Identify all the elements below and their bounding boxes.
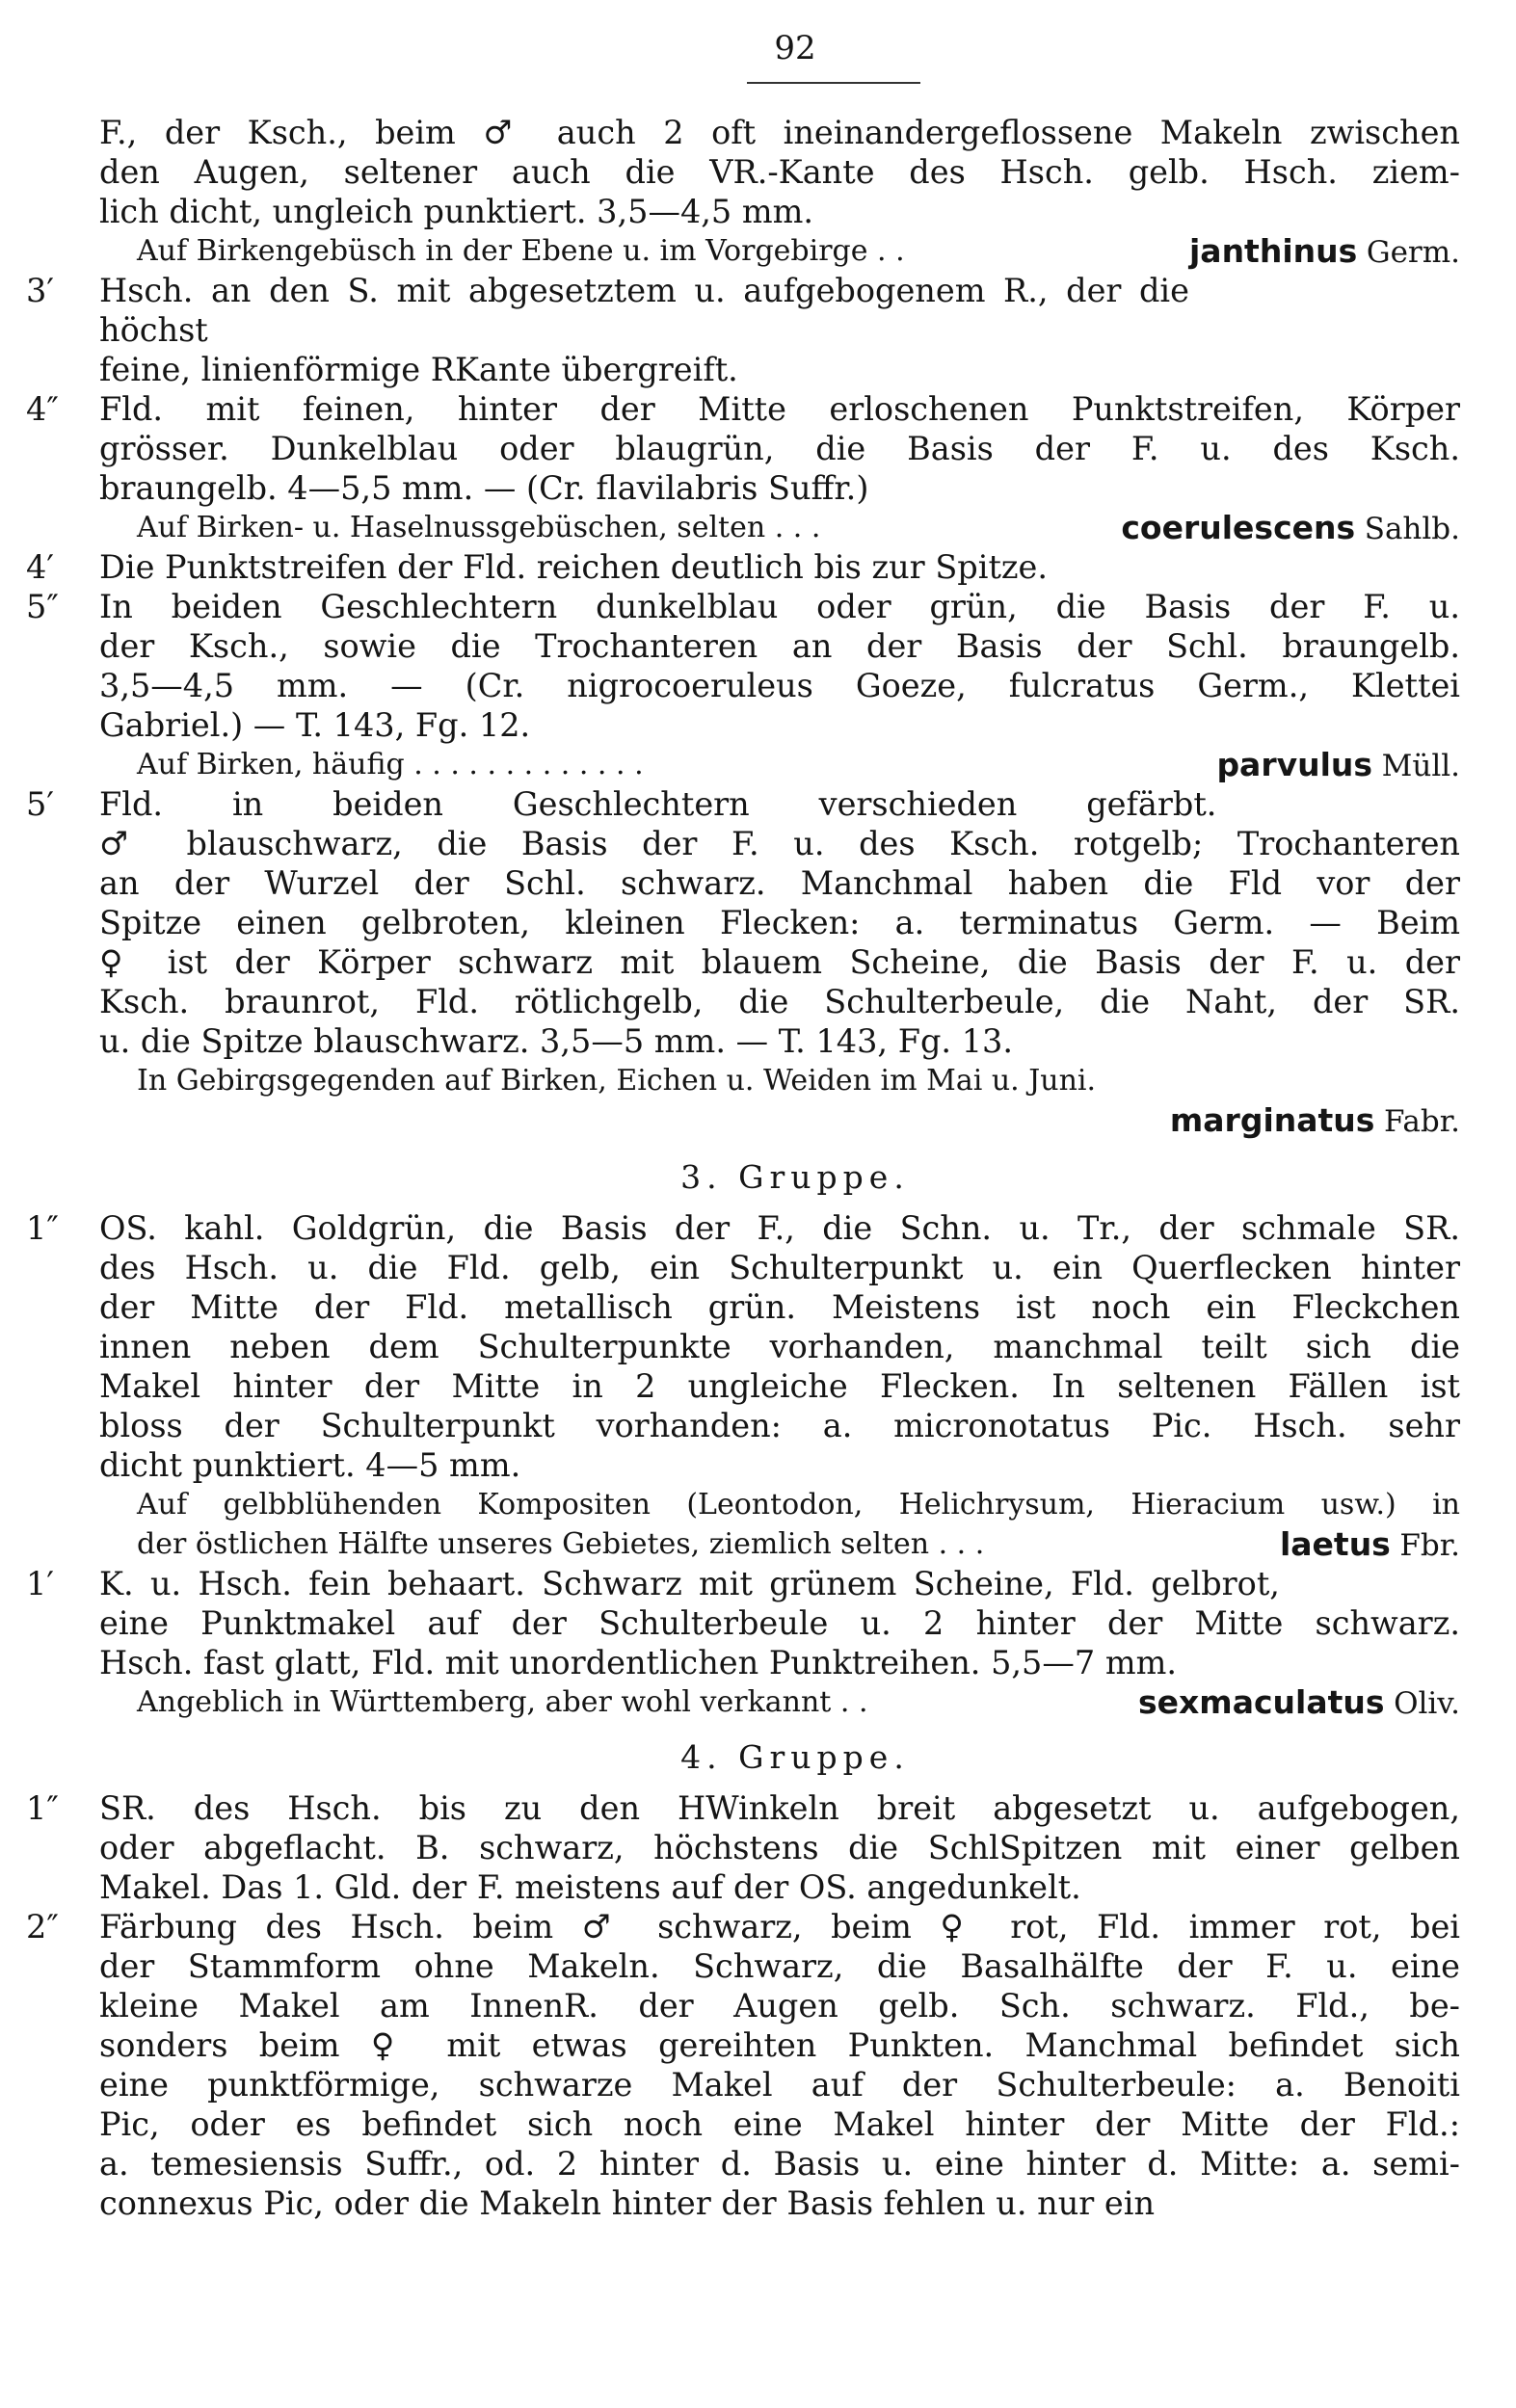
habitat-note	[92, 745, 1460, 784]
text-line: den Augen, seltener auch die VR.-Kante des Hsch. gelb. Hsch. ziem-	[99, 153, 1460, 191]
species-author: Oliv.	[1394, 1686, 1460, 1721]
text-line: des Hsch. u. die Fld. gelb, ein Schulterpunkt u. ein Querflecken hinter	[99, 1249, 1460, 1286]
text-line: connexus Pic, oder die Makeln hinter der Basis fehlen u. nur ein	[99, 2184, 1156, 2222]
key-label: 1″	[26, 1209, 59, 1247]
text-line: Makel. Das 1. Gld. der F. meistens auf der OS. angedunkelt.	[99, 1868, 1081, 1906]
text-line: eine Punktmakel auf der Schulterbeule u. 2 hinter der Mitte schwarz.	[99, 1604, 1460, 1642]
habitat-note	[92, 1061, 1460, 1142]
key-label: 5″	[26, 588, 59, 625]
species-name: coerulescens	[1121, 509, 1356, 546]
text-line: ♀ ist der Körper schwarz mit blauem Scheine, die Basis der F. u. der	[99, 943, 1460, 981]
habitat-text: Auf Birkengebüsch in der Ebene u. im Vorgebirge . .	[137, 234, 905, 268]
key-paragraph	[92, 113, 1460, 231]
species-name: marginatus	[1169, 1101, 1375, 1139]
key-paragraph	[26, 547, 1460, 587]
text-line: der Mitte der Fld. metallisch grün. Meistens ist noch ein Fleckchen	[99, 1288, 1460, 1326]
text-line: Spitze einen gelbroten, kleinen Flecken: a. terminatus Germ. — Beim	[99, 904, 1460, 941]
text-line: K. u. Hsch. fein behaart. Schwarz mit grünem Scheine, Fld. gelbrot,	[99, 1565, 1280, 1602]
key-paragraph	[26, 1208, 1460, 1485]
text-line: kleine Makel am InnenR. der Augen gelb. Sch. schwarz. Fld., be-	[99, 1987, 1460, 2024]
text-line: der Stammform ohne Makeln. Schwarz, die Basalhälfte der F. u. eine	[99, 1947, 1460, 1985]
key-paragraph	[26, 389, 1460, 508]
key-label: 3′	[26, 272, 54, 309]
text-line: dicht punktiert. 4—5 mm.	[99, 1446, 521, 1484]
species-name: sexmaculatus	[1138, 1683, 1385, 1721]
page-content	[26, 113, 1460, 2223]
header-rule	[747, 82, 920, 84]
habitat-note	[92, 1682, 1460, 1722]
text-line: der Ksch., sowie die Trochanteren an der Basis der Schl. braungelb.	[99, 627, 1460, 665]
text-line: Hsch. fast glatt, Fld. mit unordentlichen Punktreihen. 5,5—7 mm.	[99, 1644, 1178, 1681]
text-line: a. temesiensis Suffr., od. 2 hinter d. Basis u. eine hinter d. Mitte: a. semi-	[99, 2145, 1460, 2183]
text-line: innen neben dem Schulterpunkte vorhanden, manchmal teilt sich die	[99, 1328, 1460, 1365]
species-name: parvulus	[1216, 746, 1373, 783]
key-paragraph	[26, 271, 1460, 389]
species-author: Sahlb.	[1364, 512, 1460, 546]
key-paragraph	[26, 1564, 1460, 1682]
habitat-text: Auf Birken- u. Haselnussgebüschen, selten . . .	[137, 511, 821, 544]
species-name: janthinus	[1188, 232, 1358, 270]
key-label: 1″	[26, 1789, 59, 1827]
habitat-note	[92, 508, 1460, 547]
text-line: F., der Ksch., beim ♂ auch 2 oft ineinandergeflossene Makeln zwischen	[99, 114, 1460, 151]
species-entry	[1138, 1682, 1460, 1724]
text-line: Hsch. an den S. mit abgesetztem u. aufgebogenem R., der die höchst	[99, 272, 1189, 349]
key-label: 4″	[26, 390, 59, 428]
habitat-text: In Gebirgsgegenden auf Birken, Eichen u. Weiden im Mai u. Juni.	[137, 1064, 1097, 1098]
key-paragraph	[26, 784, 1460, 1061]
species-name: laetus	[1279, 1525, 1391, 1563]
habitat-text: der östlichen Hälfte unseres Gebietes, ziemlich selten . . .	[137, 1527, 985, 1561]
key-label: 2″	[26, 1908, 59, 1945]
book-page	[26, 29, 1460, 2223]
species-entry	[1121, 508, 1460, 549]
text-line: Makel hinter der Mitte in 2 ungleiche Flecken. In seltenen Fällen ist	[99, 1367, 1460, 1405]
text-line: Gabriel.) — T. 143, Fg. 12.	[99, 706, 531, 744]
habitat-text: Angeblich in Württemberg, aber wohl verkannt . .	[137, 1685, 868, 1719]
species-entry	[1280, 1524, 1460, 1566]
group-heading: 4. Gruppe.	[680, 1738, 910, 1776]
text-line: Fld. mit feinen, hinter der Mitte erloschenen Punktstreifen, Körper	[99, 390, 1460, 428]
habitat-text: Auf gelbblühenden Kompositen (Leontodon, Helichrysum, Hieracium usw.) in	[137, 1488, 1460, 1522]
species-author: Müll.	[1381, 749, 1460, 783]
text-line: SR. des Hsch. bis zu den HWinkeln breit abgesetzt u. aufgebogen,	[99, 1789, 1460, 1827]
text-line: OS. kahl. Goldgrün, die Basis der F., die Schn. u. Tr., der schmale SR.	[99, 1209, 1460, 1247]
key-label: 5′	[26, 785, 54, 823]
species-entry	[1189, 231, 1460, 273]
habitat-note	[92, 1485, 1460, 1564]
habitat-text: Auf Birken, häufig . . . . . . . . . . . . .	[137, 748, 644, 781]
text-line: feine, linienförmige RKante übergreift.	[99, 351, 738, 388]
species-author: Germ.	[1366, 235, 1460, 270]
text-line: sonders beim ♀ mit etwas gereihten Punkten. Manchmal befindet sich	[99, 2026, 1460, 2064]
text-line: 3,5—4,5 mm. — (Cr. nigrocoeruleus Goeze, fulcratus Germ., Klettei	[99, 667, 1460, 704]
text-line: Die Punktstreifen der Fld. reichen deutlich bis zur Spitze.	[99, 548, 1049, 586]
text-line: ♂ blauschwarz, die Basis der F. u. des Ksch. rotgelb; Trochanteren	[99, 825, 1460, 862]
text-line: u. die Spitze blauschwarz. 3,5—5 mm. — T. 143, Fg. 13.	[99, 1022, 1013, 1060]
text-line: lich dicht, ungleich punktiert. 3,5—4,5 mm.	[99, 193, 814, 230]
group-heading: 3. Gruppe.	[680, 1158, 910, 1196]
species-author: Fabr.	[1384, 1104, 1460, 1139]
text-line: Fld. in beiden Geschlechtern verschieden gefärbt.	[99, 785, 1217, 823]
species-author: Fbr.	[1399, 1528, 1460, 1563]
text-line: an der Wurzel der Schl. schwarz. Manchmal haben die Fld vor der	[99, 864, 1460, 902]
key-label: 1′	[26, 1565, 54, 1602]
text-line: Pic, oder es befindet sich noch eine Makel hinter der Mitte der Fld.:	[99, 2105, 1460, 2143]
text-line: eine punktförmige, schwarze Makel auf der Schulterbeule: a. Benoiti	[99, 2066, 1460, 2104]
text-line: bloss der Schulterpunkt vorhanden: a. micronotatus Pic. Hsch. sehr	[99, 1407, 1460, 1444]
habitat-note	[92, 231, 1460, 271]
key-paragraph	[26, 1907, 1460, 2223]
text-line: braungelb. 4—5,5 mm. — (Cr. flavilabris Suffr.)	[99, 469, 869, 507]
page-number: 92	[774, 29, 816, 67]
key-paragraph	[26, 587, 1460, 745]
key-paragraph	[26, 1788, 1460, 1907]
text-line: oder abgeflacht. B. schwarz, höchstens die SchlSpitzen mit einer gelben	[99, 1829, 1460, 1866]
species-entry	[1216, 745, 1460, 786]
text-line: grösser. Dunkelblau oder blaugrün, die Basis der F. u. des Ksch.	[99, 430, 1460, 467]
text-line: In beiden Geschlechtern dunkelblau oder grün, die Basis der F. u.	[99, 588, 1460, 625]
key-label: 4′	[26, 548, 54, 586]
species-entry	[137, 1100, 1460, 1142]
text-line: Färbung des Hsch. beim ♂ schwarz, beim ♀ rot, Fld. immer rot, bei	[99, 1908, 1460, 1945]
text-line: Ksch. braunrot, Fld. rötlichgelb, die Schulterbeule, die Naht, der SR.	[99, 983, 1460, 1020]
